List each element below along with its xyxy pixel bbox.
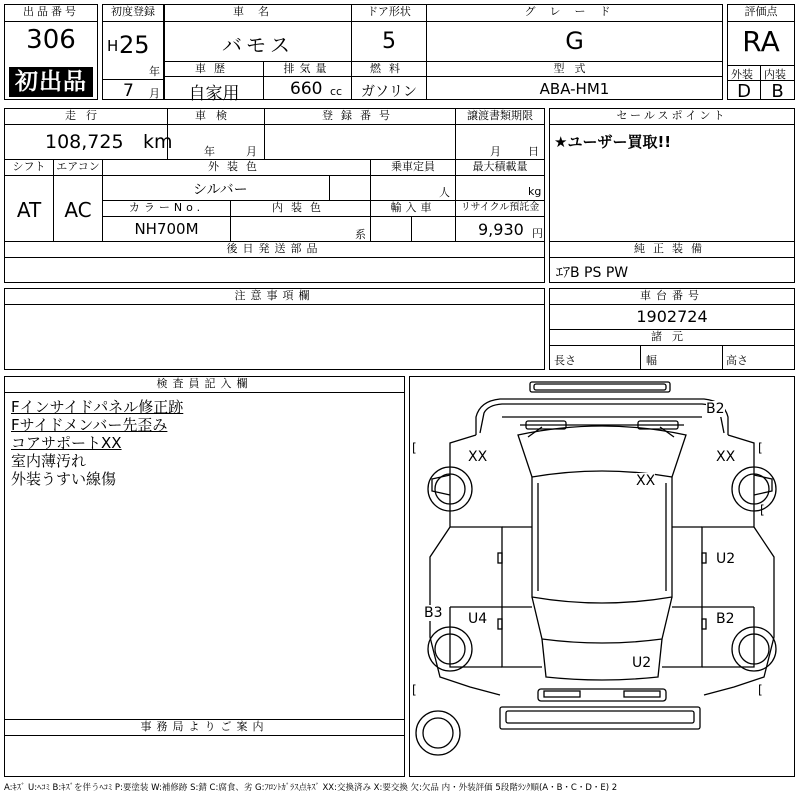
capacity-box: [370, 159, 456, 201]
import-label: 輸入車: [371, 201, 455, 217]
exterior-color-label: 外装色: [103, 160, 370, 176]
exterior-color-box: [102, 159, 371, 201]
aircon-box: [53, 159, 103, 242]
model-box: [426, 61, 723, 100]
inspector-line-1: Fインサイドパネル修正跡: [11, 398, 184, 416]
car-name-box: [164, 4, 352, 62]
shift-value: AT: [16, 198, 42, 222]
bracket-right-bottom: [: [758, 683, 763, 697]
mark-xx-left: XX: [468, 449, 488, 465]
inspector-label: 検査員記入欄: [5, 377, 404, 393]
inspection-month-unit: 月: [246, 145, 257, 158]
grade-box: [426, 4, 723, 62]
displacement-unit: cc: [330, 85, 343, 98]
inspector-line-2: Fサイドメンバー先歪み: [11, 416, 168, 434]
recycle-unit: 円: [532, 227, 543, 240]
month-unit: 月: [149, 87, 160, 100]
shift-label: シフト: [5, 160, 53, 176]
interior-color-unit: 系: [355, 228, 366, 241]
interior-color-label: 内装色: [231, 201, 370, 217]
spec-width: 幅: [646, 354, 657, 367]
mark-u4-left: U4: [468, 611, 488, 627]
transfer-box: [455, 108, 545, 160]
bracket-right-top: [: [758, 441, 763, 455]
spec-height: 高さ: [726, 354, 748, 367]
bracket-left-top: [: [412, 441, 417, 455]
sales-point-label: セールスポイント: [550, 109, 794, 125]
first-reg-label: 初度登録: [103, 5, 163, 22]
sales-point-box: [549, 108, 795, 242]
color-no-label: カラーNo.: [103, 201, 230, 217]
grade-label: グレード: [427, 5, 722, 22]
equipment-value: ｴｱB PS PW: [556, 265, 629, 281]
model-value: ABA-HM1: [539, 80, 610, 98]
shift-box: [4, 159, 54, 242]
mileage-unit: km: [143, 131, 173, 153]
mark-u2-bottom: U2: [632, 655, 652, 671]
car-name-label: 車名: [165, 5, 351, 22]
first-reg-year: 25: [119, 31, 150, 59]
color-no-box: [102, 200, 231, 242]
equipment-label: 純正装備: [550, 242, 794, 258]
recycle-label: リサイクル預託金: [456, 201, 544, 217]
history-label: 車歴: [165, 62, 263, 77]
bracket-left-bottom: [: [412, 683, 417, 697]
color-no-value: NH700M: [134, 220, 199, 238]
later-parts-label: 後日発送部品: [5, 242, 544, 258]
mark-b2-right: B2: [716, 611, 735, 627]
recycle-value: 9,930: [478, 220, 524, 239]
model-label: 型式: [427, 62, 722, 77]
doors-box: [351, 4, 427, 62]
inspector-line-5: 外装うすい線傷: [11, 470, 117, 488]
office-label: 事務局よりご案内: [5, 720, 404, 736]
mark-xx-center: XX: [636, 473, 656, 489]
transfer-day-unit: 日: [528, 145, 539, 158]
interior-color-box: [230, 200, 371, 242]
later-parts-box: [4, 241, 545, 283]
mileage-box: [4, 108, 173, 160]
transfer-label: 譲渡書類期限: [456, 109, 544, 125]
aircon-label: エアコン: [54, 160, 102, 176]
inspector-box: [4, 376, 405, 720]
office-box: [4, 719, 405, 777]
bracket-right-mid: [: [760, 503, 765, 517]
int-score: B: [771, 81, 784, 102]
caution-label: 注意事項欄: [5, 289, 544, 305]
spec-length: 長さ: [554, 354, 576, 367]
sales-point-text: ★ユーザー買取!!: [554, 133, 672, 151]
chassis-box: [549, 288, 795, 370]
import-box: [370, 200, 456, 242]
fuel-value: ガソリン: [361, 84, 417, 100]
car-outline-diagram: [410, 377, 794, 776]
int-label: 内装: [764, 68, 786, 81]
transfer-month-unit: 月: [490, 145, 501, 158]
registration-label: 登録番号: [265, 109, 455, 125]
max-load-box: [455, 159, 545, 201]
displacement-value: 660: [290, 79, 323, 99]
fuel-label: 燃料: [352, 62, 426, 77]
era: H: [107, 37, 119, 55]
lot-box: [4, 4, 98, 100]
car-name: バモス: [222, 33, 294, 57]
caution-box: [4, 288, 545, 370]
chassis-label: 車台番号: [550, 289, 794, 305]
mileage-value: 108,725: [45, 131, 124, 153]
first-reg-box: [102, 4, 164, 100]
score-label: 評価点: [728, 5, 794, 22]
registration-box: [264, 108, 456, 160]
lot-number: 306: [26, 25, 76, 55]
inspection-label: 車検: [168, 109, 264, 125]
inspection-box: [167, 108, 265, 160]
inspection-year-unit: 年: [204, 145, 215, 158]
specs-label: 諸元: [550, 330, 794, 346]
max-load-unit: kg: [528, 185, 542, 198]
doors-label: ドア形状: [352, 5, 426, 22]
chassis-value: 1902724: [636, 307, 708, 326]
mark-b3-left: B3: [424, 605, 443, 621]
max-load-label: 最大積載量: [456, 160, 544, 176]
mileage-label: 走行: [5, 109, 167, 125]
capacity-label: 乗車定員: [371, 160, 455, 176]
car-diagram: [409, 376, 795, 777]
recycle-box: [455, 200, 545, 242]
displacement-label: 排気量: [264, 62, 351, 77]
first-reg-month: 7: [123, 81, 134, 101]
year-unit: 年: [149, 65, 160, 78]
score-value: RA: [742, 25, 780, 58]
doors-value: 5: [382, 29, 396, 54]
ext-label: 外装: [731, 68, 753, 81]
fuel-box: [351, 61, 427, 100]
lot-label: 出品番号: [5, 5, 97, 22]
mark-u2-right: U2: [716, 551, 736, 567]
ext-score: D: [737, 81, 751, 102]
first-listing-badge: 初出品: [9, 67, 93, 97]
history-box: [164, 61, 264, 104]
capacity-unit: 人: [439, 186, 450, 199]
mark-xx-right: XX: [716, 449, 736, 465]
score-box: [727, 4, 795, 100]
displacement-box: [263, 61, 352, 100]
aircon-value: AC: [64, 198, 92, 222]
mark-b2-top: B2: [706, 401, 725, 417]
equipment-box: [549, 241, 795, 283]
exterior-color-value: シルバー: [193, 182, 248, 198]
inspector-line-4: 室内薄汚れ: [11, 452, 87, 470]
history-value: 自家用: [188, 84, 240, 104]
grade-value: G: [565, 27, 584, 55]
inspector-line-3: コアサポートXX: [11, 434, 122, 452]
legend: A:ｷｽﾞ U:ﾍｺﾐ B:ｷｽﾞを伴うﾍｺﾐ P:要塗装 W:補修跡 S:錆 C:腐食、劣 G:ﾌﾛﾝﾄｶﾞﾗｽ点ｷｽﾞ XX:交換済み X:要交換 欠:欠品 内・外装評価 5段階ﾗﾝｸ順(A・B・C・D・E) 2: [4, 783, 618, 793]
